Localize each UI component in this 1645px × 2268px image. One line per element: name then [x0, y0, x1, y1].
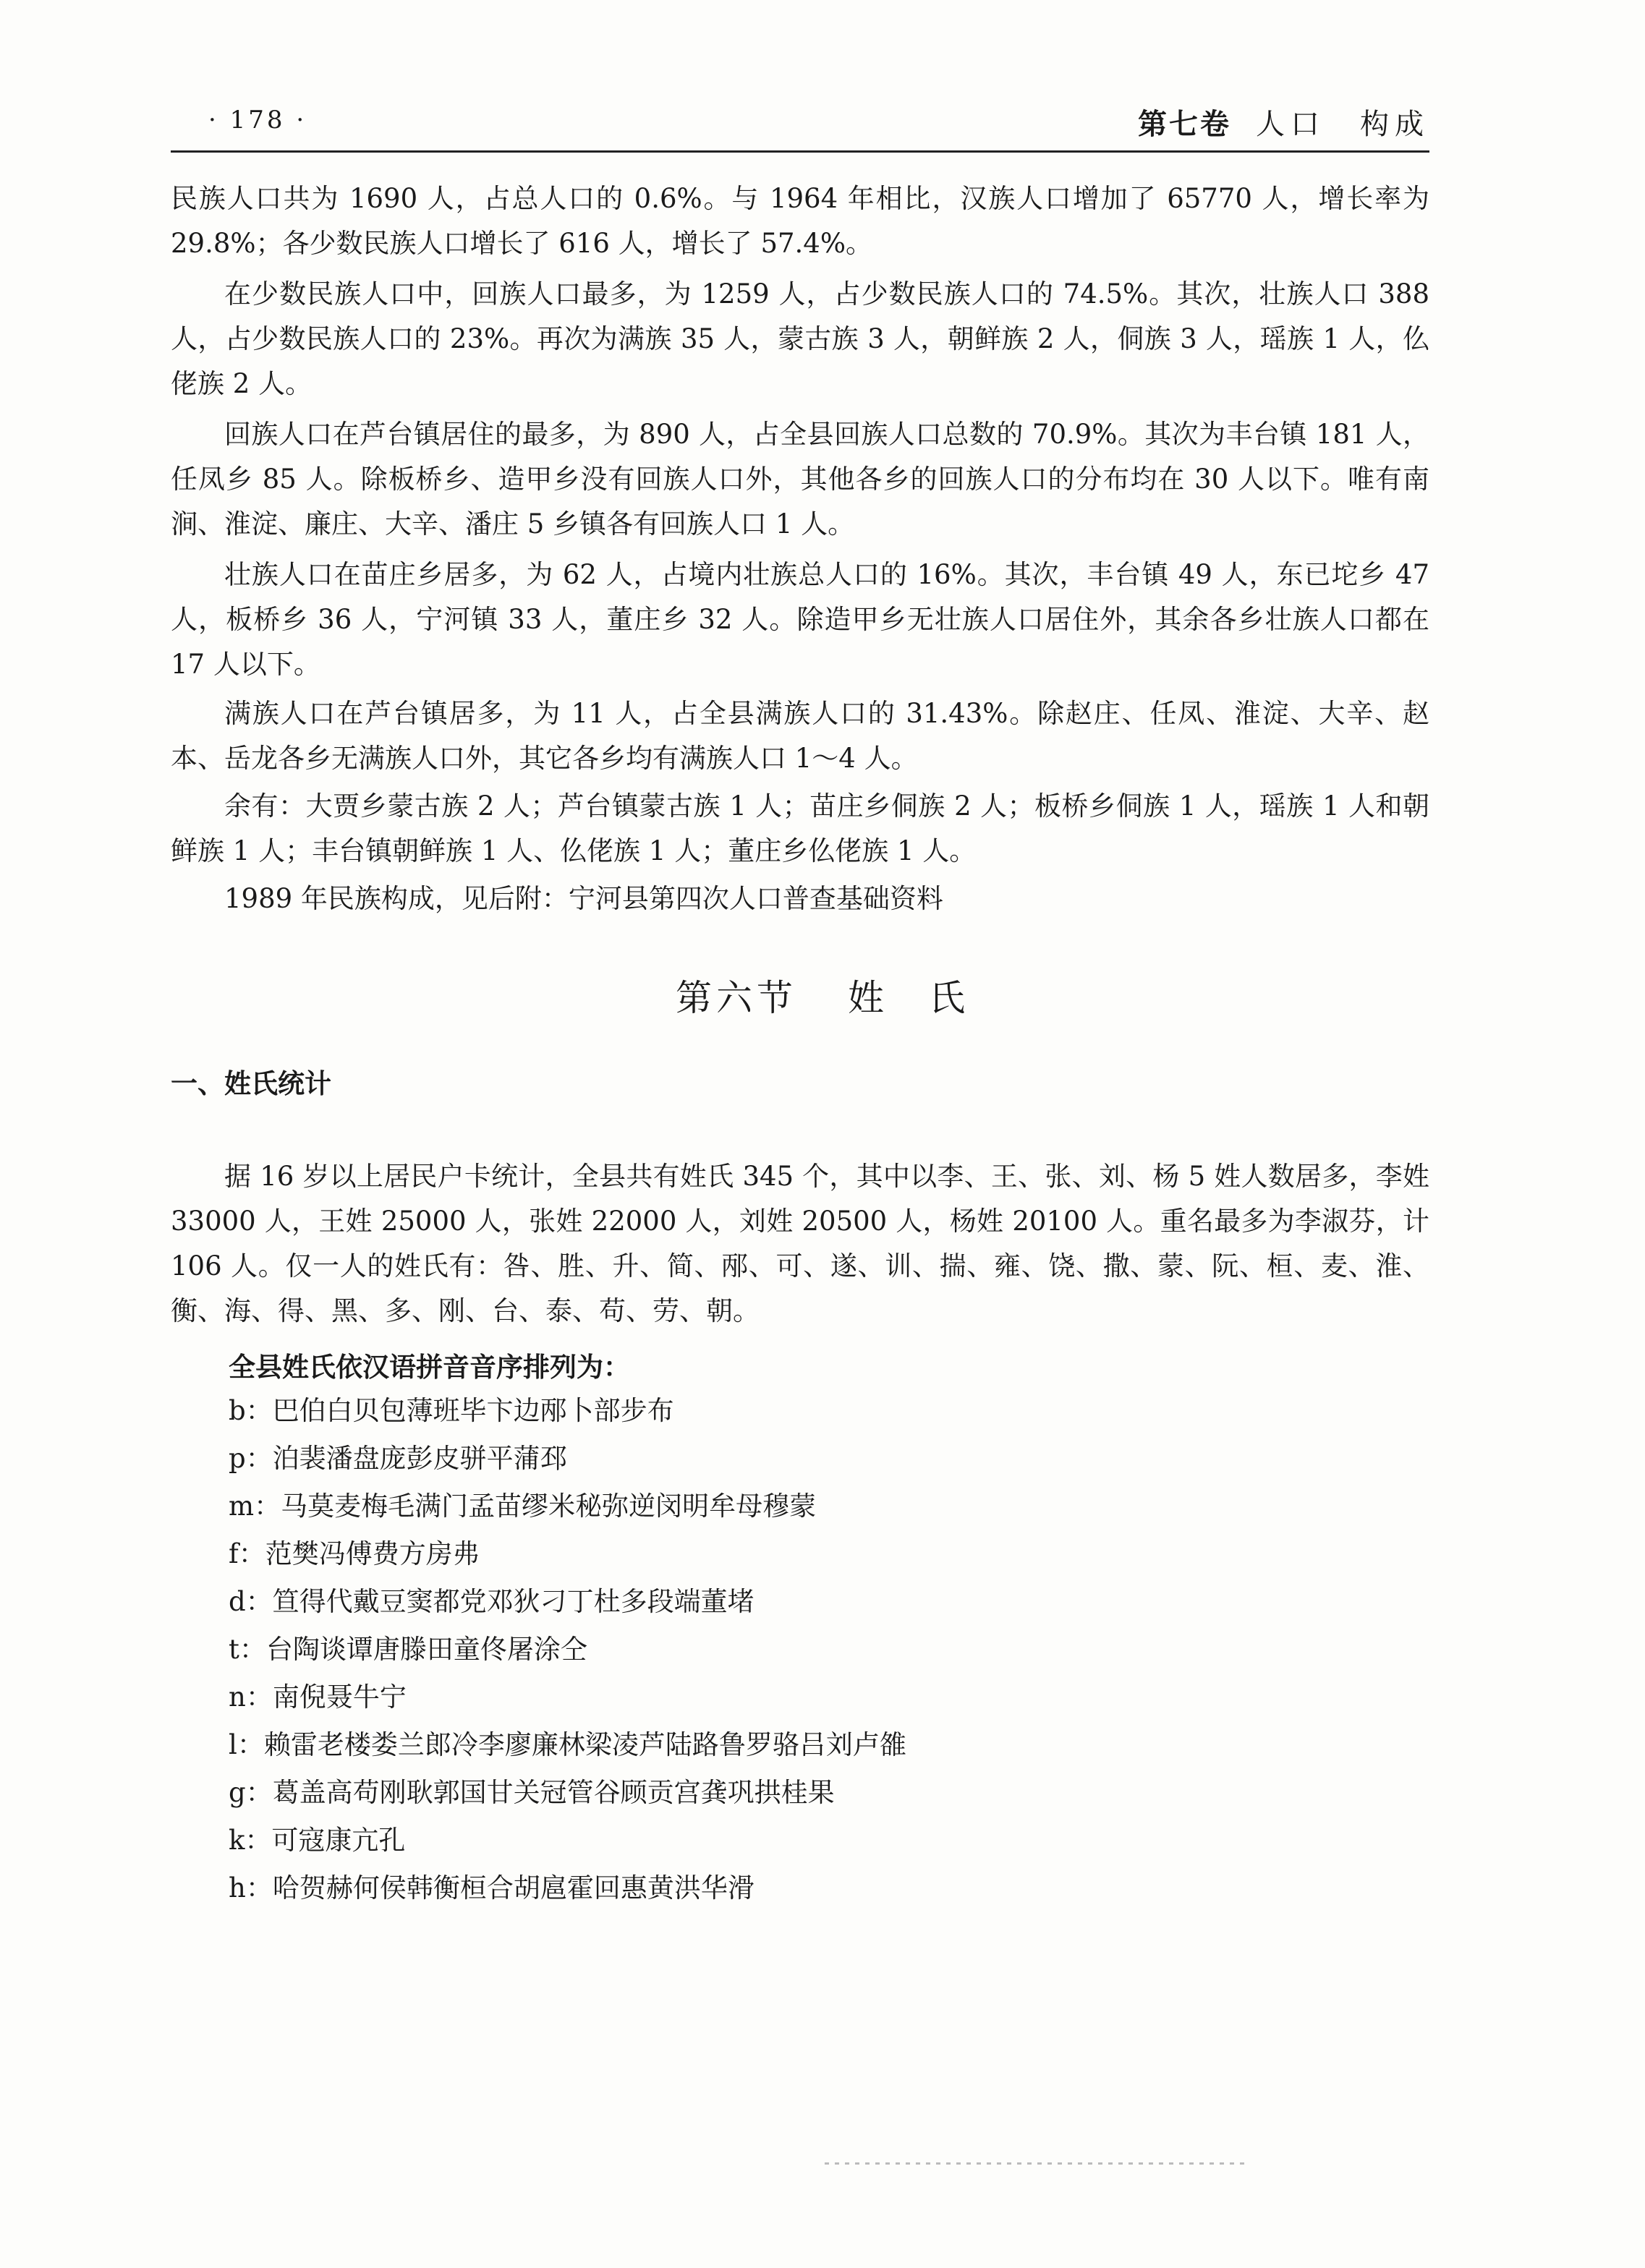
paragraph: 民族人口共为 1690 人，占总人口的 0.6%。与 1964 年相比，汉族人口增加了 65770 人，增长率为 29.8%；各少数民族人口增长了 616 人，增长了 57.4%。 [171, 183, 1429, 259]
paragraph: 满族人口在芦台镇居多，为 11 人，占全县满族人口的 31.43%。除赵庄、任凤、淮淀、大辛、赵本、岳龙各乡无满族人口外，其它各乡均有满族人口 1～4 人。 [171, 698, 1429, 774]
list-item: b：巴伯白贝包薄班毕卞边邴卜部步布 [229, 1395, 674, 1426]
paragraph: 1989 年民族构成，见后附：宁河县第四次人口普查基础资料 [224, 883, 943, 914]
section-name: 姓 氏 [848, 977, 969, 1019]
paragraph: 在少数民族人口中，回族人口最多，为 1259 人，占少数民族人口的 74.5%。其次，壮族人口 388 人，占少数民族人口的 23%。再次为满族 35 人，蒙古族 3 人，朝鲜族 2 人，侗族 3 人，瑶族 1 人，仫佬族 2 人。 [171, 278, 1429, 399]
subsection-heading: 一、姓氏统计 [171, 1068, 331, 1099]
section-number: 第六节 [676, 977, 797, 1019]
pinyin-list [229, 1387, 906, 1912]
surname-paragraph: 据 16 岁以上居民户卡统计，全县共有姓氏 345 个，其中以李、王、张、刘、杨 5 姓人数居多，李姓 33000 人，王姓 25000 人，张姓 22000 人，刘姓 20500 人，杨姓 20100 人。重名最多为李淑芬，计 106 人。仅一人的姓氏有：咎、胜、升、简、邴、可、遂、训、揣、雍、饶、撒、蒙、阮、桓、麦、淮、衡、海、得、黑、多、刚、台、泰、苟、劳、朝。 [171, 1161, 1429, 1326]
paragraph: 余有：大贾乡蒙古族 2 人；芦台镇蒙古族 1 人；苗庄乡侗族 2 人；板桥乡侗族 1 人，瑶族 1 人和朝鲜族 1 人；丰台镇朝鲜族 1 人、仫佬族 1 人；董庄乡仫佬族 1 人。 [171, 790, 1430, 866]
volume-label: 第七卷 [1138, 108, 1231, 141]
list-item: p：泊裴潘盘庞彭皮骈平蒲邳 [229, 1443, 567, 1474]
paragraph: 壮族人口在苗庄乡居多，为 62 人，占境内壮族总人口的 16%。其次，丰台镇 49 人，东已坨乡 47 人，板桥乡 36 人，宁河镇 33 人，董庄乡 32 人。除造甲乡无壮族人口居住外，其余各乡壮族人口都在 17 人以下。 [171, 559, 1429, 680]
page-number: · 178 · [208, 106, 307, 135]
list-item: k：可寇康亢孔 [229, 1825, 406, 1856]
scan-artifact [825, 2162, 1244, 2165]
list-item: l：赖雷老楼娄兰郎冷李廖廉林梁凌芦陆路鲁罗骆吕刘卢雒 [229, 1729, 906, 1760]
section-title [0, 969, 1645, 1021]
paragraph: 回族人口在芦台镇居住的最多，为 890 人，占全县回族人口总数的 70.9%。其次为丰台镇 181 人，任凤乡 85 人。除板桥乡、造甲乡没有回族人口外，其他各乡的回族人口的分布均在 30 人以下。唯有南涧、淮淀、廉庄、大辛、潘庄 5 乡镇各有回族人口 1 人。 [171, 419, 1429, 540]
page-header [171, 101, 1429, 145]
running-head [1138, 101, 1429, 142]
list-item: f：范樊冯傅费方房弗 [229, 1538, 480, 1569]
list-heading: 全县姓氏依汉语拼音音序排列为： [229, 1352, 630, 1383]
list-item: t：台陶谈谭唐滕田童佟屠涂仝 [229, 1634, 587, 1665]
list-item: h：哈贺赫何侯韩衡桓合胡扈霍回惠黄洪华滑 [229, 1872, 755, 1904]
list-item: g：葛盖高苟刚耿郭国甘关冠管谷顾贡宫龚巩拱桂果 [229, 1777, 835, 1808]
list-item: n：南倪聂牛宁 [229, 1681, 407, 1713]
list-item: d：笪得代戴豆窦都党邓狄刁丁杜多段端董堵 [229, 1586, 755, 1617]
list-item: m：马莫麦梅毛满门孟苗缪米秘弥逆闵明牟母穆蒙 [229, 1491, 817, 1522]
chapter-label: 人口 构成 [1256, 108, 1429, 141]
header-rule [171, 150, 1429, 153]
